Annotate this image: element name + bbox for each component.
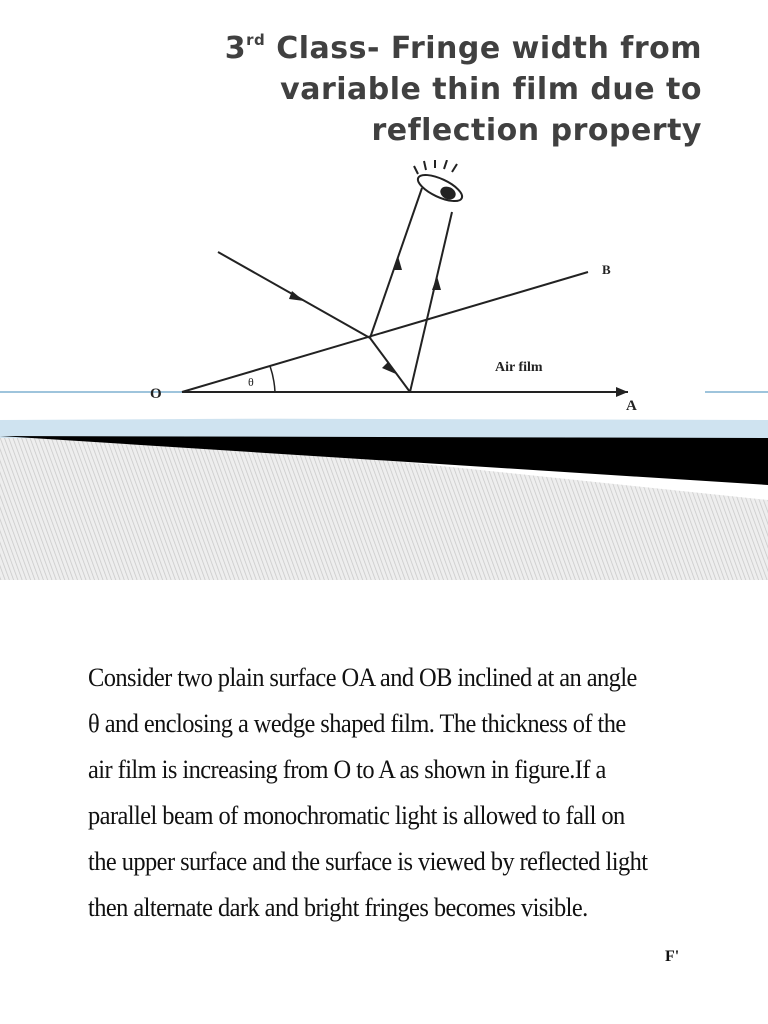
title-number: 3	[224, 31, 247, 66]
arrowhead-A	[616, 387, 628, 397]
corner-fragment: F'	[665, 948, 680, 965]
reflected-arrow-2	[432, 276, 441, 290]
angle-arc	[270, 366, 275, 392]
body-paragraph	[88, 655, 652, 931]
label-theta: θ	[248, 375, 254, 389]
slide-title	[102, 28, 702, 151]
title-line-1-text: Class- Fringe width from	[265, 31, 702, 66]
label-air-film: Air film	[495, 360, 543, 375]
title-ordinal-suffix: rd	[246, 31, 266, 49]
label-A: A	[626, 398, 637, 414]
body-line-5: the upper surface and the surface is viewed by reflected light	[88, 847, 648, 876]
body-line-6: then alternate dark and bright fringes becomes visible.	[88, 893, 588, 922]
body-line-3: air film is increasing from O to A as shown in figure.If a	[88, 755, 606, 784]
title-line-2: variable thin film due to	[280, 72, 702, 107]
body-line-4: parallel beam of monochromatic light is allowed to fall on	[88, 801, 625, 830]
body-line-2: θ and enclosing a wedge shaped film. The thickness of the	[88, 709, 626, 738]
title-line-3: reflection property	[371, 113, 702, 148]
reflected-arrow-1	[393, 256, 402, 270]
reflected-ray-2	[410, 212, 452, 392]
body-line-1: Consider two plain surface OA and OB inclined at an angle	[88, 663, 637, 692]
wedge-film-figure	[130, 160, 650, 420]
label-B: B	[602, 262, 611, 277]
eye-icon	[414, 160, 466, 206]
title-line-1	[102, 28, 702, 69]
label-O: O	[150, 386, 162, 402]
transmitted-arrow	[382, 362, 396, 374]
